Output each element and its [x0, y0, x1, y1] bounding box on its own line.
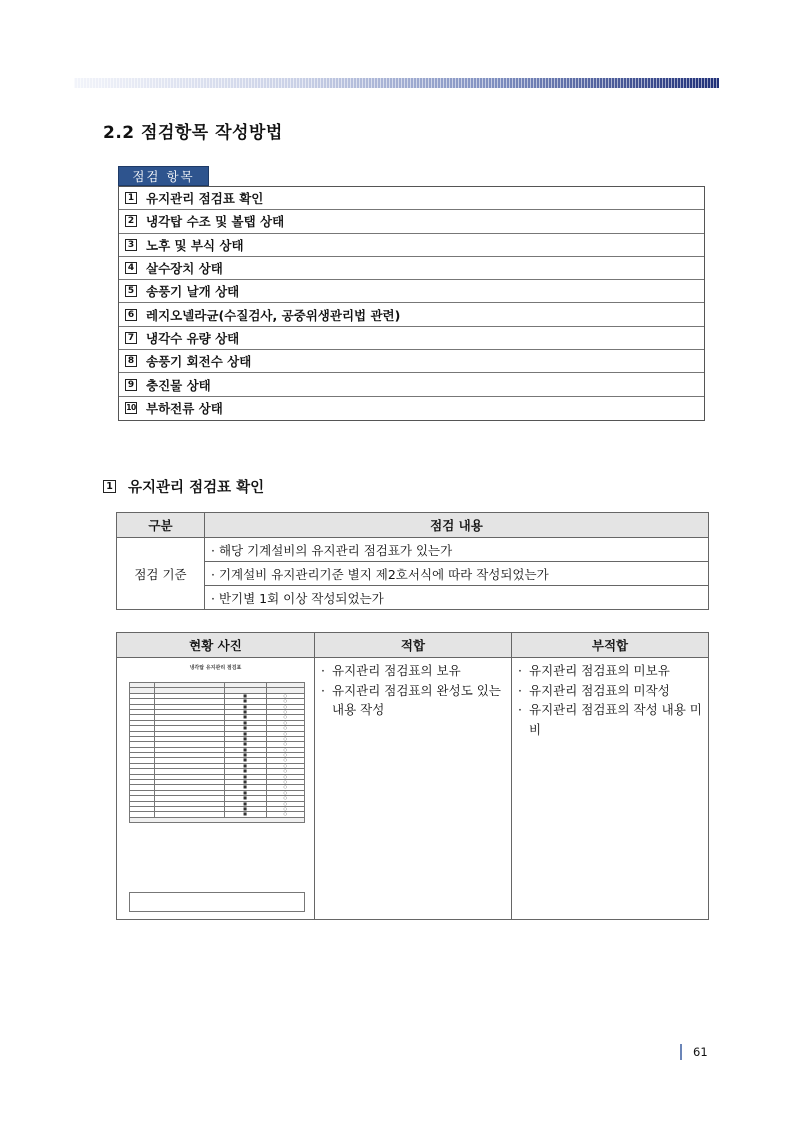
criteria-header-content: 점검 내용 — [205, 513, 709, 538]
header-photo: 현황 사진 — [117, 633, 315, 658]
item-number: 4 — [125, 262, 137, 274]
criteria-table — [116, 512, 709, 610]
unsuitable-item: · 유지관리 점검표의 미보유 — [518, 661, 704, 681]
section-heading: 2.2 점검항목 작성방법 — [103, 123, 283, 143]
subsection-title-text: 유지관리 점검표 확인 — [128, 480, 265, 496]
criteria-row-label: 점검 기준 — [117, 538, 205, 610]
list-item — [119, 187, 704, 210]
item-text: 충진물 상태 — [146, 377, 211, 393]
unsuitable-item: · 유지관리 점검표의 작성 내용 미비 — [518, 700, 704, 739]
criteria-item: · 해당 기계설비의 유지관리 점검표가 있는가 — [205, 538, 709, 562]
suitable-cell — [315, 658, 512, 920]
list-item — [119, 350, 704, 373]
criteria-header-category: 구분 — [117, 513, 205, 538]
item-text: 노후 및 부식 상태 — [146, 237, 244, 253]
item-text: 냉각탑 수조 및 볼탭 상태 — [146, 214, 285, 230]
item-number: 8 — [125, 355, 137, 367]
item-number: 5 — [125, 285, 137, 297]
item-text: 레지오넬라균(수질검사, 공중위생관리법 관련) — [146, 307, 401, 323]
item-number: 10 — [126, 403, 136, 413]
check-items-list — [118, 186, 705, 421]
item-text: 살수장치 상태 — [146, 261, 223, 277]
item-text: 송풍기 날개 상태 — [146, 284, 240, 300]
suitable-item: · 유지관리 점검표의 보유 — [321, 661, 507, 681]
photo-title: 냉각탑 유지관리 점검표 — [189, 665, 242, 671]
photo-cell — [117, 658, 315, 920]
criteria-item: · 반기별 1회 이상 작성되었는가 — [205, 586, 709, 610]
list-item — [119, 303, 704, 326]
item-number: 9 — [125, 379, 137, 391]
page-number-accent — [680, 1044, 682, 1060]
item-number: 3 — [125, 239, 137, 251]
page-number — [680, 1044, 708, 1060]
item-text: 냉각수 유량 상태 — [146, 330, 240, 346]
list-item — [119, 257, 704, 280]
item-text: 송풍기 회전수 상태 — [146, 354, 252, 370]
items-tag: 점검 항목 — [118, 166, 209, 186]
item-text: 유지관리 점검표 확인 — [146, 191, 264, 207]
item-number: 2 — [125, 215, 137, 227]
item-number: 6 — [125, 309, 137, 321]
list-item — [119, 234, 704, 257]
item-number: 7 — [125, 332, 137, 344]
list-item — [119, 280, 704, 303]
list-item — [119, 373, 704, 396]
unsuitable-cell — [512, 658, 709, 920]
list-item — [119, 327, 704, 350]
criteria-item: · 기계설비 유지관리기준 별지 제2호서식에 따라 작성되었는가 — [205, 562, 709, 586]
assessment-table — [116, 632, 709, 920]
photo-notes-box — [129, 892, 305, 912]
page-number-text: 61 — [693, 1045, 708, 1059]
top-bar-pattern — [74, 78, 719, 88]
list-item — [119, 397, 704, 420]
item-text: 부하전류 상태 — [146, 401, 223, 417]
item-number: 1 — [125, 192, 137, 204]
header-suitable: 적합 — [315, 633, 512, 658]
header-unsuitable: 부적합 — [512, 633, 709, 658]
suitable-item: · 유지관리 점검표의 완성도 있는 내용 작성 — [321, 681, 507, 720]
photo-checklist-grid: ■ ○ ■ ○ ■ ○ ■ ○ ■ ○ ■ ○ ■ ○ ■ ○ ■ ○ ■ ○ ■ ○ ■ ○ ■ ○ ■ ○ ■ ○ ■ ○ ■ ○ ■ ○ ■ ○ ■ ○ ■ ○ ■ ○ ■ ○ — [129, 682, 305, 823]
unsuitable-item: · 유지관리 점검표의 미작성 — [518, 681, 704, 701]
subsection-title — [103, 476, 264, 497]
list-item — [119, 210, 704, 233]
checklist-photo — [123, 664, 308, 912]
subsection-number: 1 — [103, 480, 116, 493]
